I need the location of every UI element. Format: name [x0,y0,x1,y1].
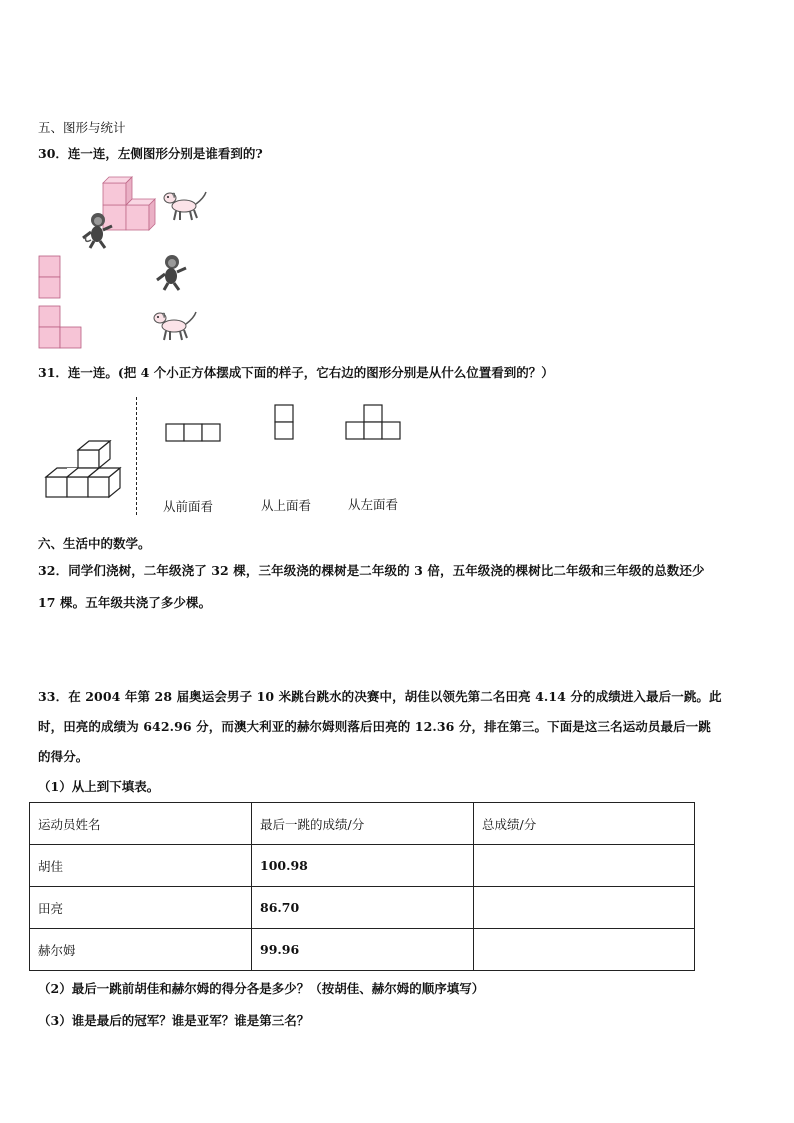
dashed-divider [136,397,137,515]
view-shape-l [38,305,84,349]
athlete-name: 田亮 [30,887,252,929]
question-33-line-2: 时，田亮的成绩为 642.96 分，而澳大利亚的赫尔姆则落后田亮的 12.36 分，排在第三。下面是这三名运动员最后一跳 [38,719,711,734]
total-score-cell[interactable] [474,845,695,887]
dog-icon-2 [150,308,198,344]
label-top-view: 从上面看 [261,498,312,513]
last-jump-score: 86.70 [252,887,474,929]
dog-icon [160,188,208,224]
label-left-view: 从左面看 [348,497,399,512]
question-33-line-3: 的得分。 [38,749,89,764]
view-shape-vertical [38,255,62,299]
section-5-title: 五、图形与统计 [38,120,126,135]
top-view-shape [274,403,296,443]
monkey-icon [80,210,116,250]
total-score-cell[interactable] [474,929,695,971]
table-header-row [30,803,695,845]
question-32-line-1: 32．同学们浇树，二年级浇了 32 棵，三年级浇的棵树是二年级的 3 倍，五年级浇的棵树比二年级和三年级的总数还少 [38,563,705,578]
question-30-title: 30．连一连，左侧图形分别是谁看到的? [38,146,263,161]
question-31-title: 31．连一连。(把 4 个小正方体摆成下面的样子，它右边的图形分别是从什么位置看到的？） [38,365,554,380]
table-header-cell: 运动员姓名 [30,803,252,845]
section-6-title: 六、生活中的数学。 [38,536,151,551]
front-view-shape [165,422,223,444]
cube-stack-outline [44,440,126,500]
label-front-view: 从前面看 [163,499,214,514]
table-row [30,887,695,929]
left-view-shape [345,403,403,443]
table-row [30,845,695,887]
question-33-sub-2: （2）最后一跳前胡佳和赫尔姆的得分各是多少？（按胡佳、赫尔姆的顺序填写） [38,981,485,996]
table-row [30,929,695,971]
question-32-line-2: 17 棵。五年级共浇了多少棵。 [38,595,212,610]
table-header-cell: 最后一跳的成绩/分 [252,803,474,845]
athlete-name: 胡佳 [30,845,252,887]
score-table [29,802,695,971]
monkey-icon-2 [154,252,190,292]
last-jump-score: 99.96 [252,929,474,971]
total-score-cell[interactable] [474,887,695,929]
question-33-sub-1: （1）从上到下填表。 [38,779,160,794]
last-jump-score: 100.98 [252,845,474,887]
athlete-name: 赫尔姆 [30,929,252,971]
question-33-line-1: 33．在 2004 年第 28 届奥运会男子 10 米跳台跳水的决赛中，胡佳以领先第二名田亮 4.14 分的成绩进入最后一跳。此 [38,689,722,704]
table-header-cell: 总成绩/分 [474,803,695,845]
question-33-sub-3: （3）谁是最后的冠军？谁是亚军？谁是第三名？ [38,1013,310,1028]
